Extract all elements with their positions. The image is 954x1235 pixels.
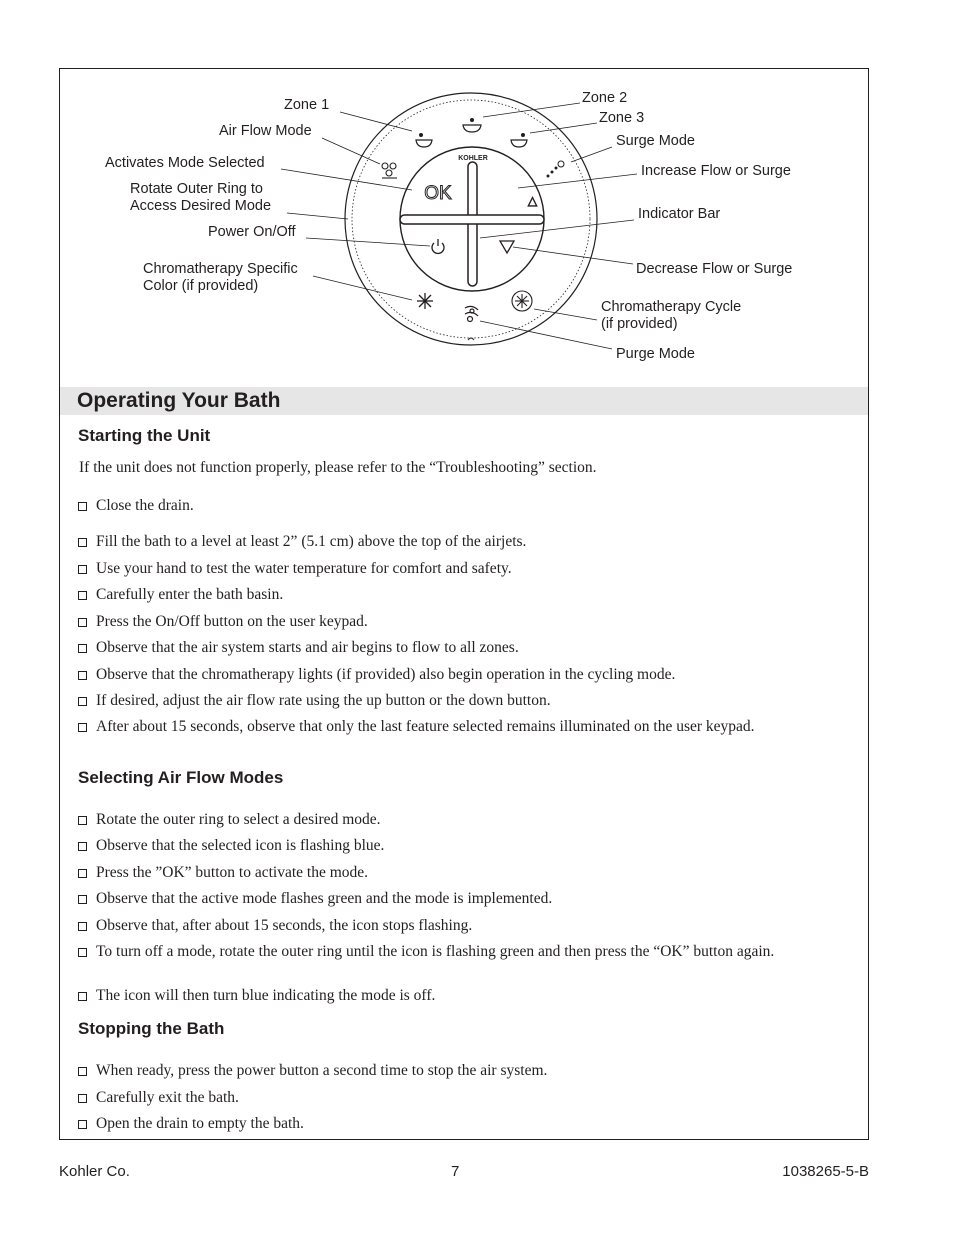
footer-page-number: 7 (451, 1163, 460, 1180)
zone1-icon[interactable] (416, 133, 432, 147)
checkbox-icon (78, 842, 87, 851)
checkbox-icon (78, 502, 87, 511)
zone3-icon[interactable] (511, 133, 527, 147)
checkbox-icon (78, 644, 87, 653)
checkbox-icon (78, 723, 87, 732)
label-surge-mode: Surge Mode (616, 133, 695, 149)
checkbox-icon (78, 1120, 87, 1129)
section-title: Operating Your Bath (77, 389, 281, 412)
label-activates-mode: Activates Mode Selected (105, 155, 265, 171)
air-flow-mode-icon[interactable] (382, 163, 397, 178)
label-zone-1: Zone 1 (284, 97, 330, 113)
ok-button[interactable]: OK (424, 183, 452, 204)
label-rotate-ring-line1: Rotate Outer Ring to (130, 181, 263, 197)
label-increase-flow: Increase Flow or Surge (641, 163, 791, 179)
checkbox-icon (78, 1067, 87, 1076)
increase-flow-button[interactable] (528, 197, 536, 205)
stopping-heading: Stopping the Bath (78, 1019, 225, 1038)
footer-doc-number: 1038265-5-B (782, 1163, 869, 1180)
ring-notch (468, 338, 474, 340)
starting-intro: If the unit does not function properly, please refer to the “Troubleshooting” section. (79, 459, 597, 476)
checkbox-icon (78, 697, 87, 706)
checkbox-icon (78, 948, 87, 957)
chromatherapy-specific-icon[interactable] (417, 293, 433, 309)
power-icon[interactable] (432, 239, 444, 253)
zone2-icon[interactable] (463, 118, 481, 132)
label-chroma-specific-line2: Color (if provided) (143, 278, 259, 294)
checkbox-icon (78, 869, 87, 878)
label-chroma-specific-line1: Chromatherapy Specific (143, 261, 298, 277)
checkbox-icon (78, 895, 87, 904)
label-purge-mode: Purge Mode (616, 346, 695, 362)
checkbox-icon (78, 816, 87, 825)
checkbox-icon (78, 922, 87, 931)
purge-mode-icon[interactable] (465, 306, 478, 321)
label-zone-2: Zone 2 (582, 90, 628, 106)
indicator-bar-horizontal (400, 215, 544, 224)
starting-heading: Starting the Unit (78, 426, 211, 445)
label-indicator-bar: Indicator Bar (638, 206, 721, 222)
leader-lines (281, 103, 637, 349)
label-decrease-flow: Decrease Flow or Surge (636, 261, 793, 277)
checkbox-icon (78, 618, 87, 627)
label-chroma-cycle-line2: (if provided) (601, 316, 678, 332)
selecting-heading: Selecting Air Flow Modes (78, 768, 284, 787)
label-chroma-cycle-line1: Chromatherapy Cycle (601, 299, 742, 315)
checkbox-icon (78, 565, 87, 574)
label-power: Power On/Off (208, 224, 296, 240)
chromatherapy-cycle-icon[interactable] (512, 291, 532, 311)
decrease-flow-button[interactable] (500, 241, 514, 253)
label-air-flow-mode: Air Flow Mode (219, 123, 312, 139)
checkbox-icon (78, 992, 87, 1001)
surge-mode-icon[interactable] (547, 161, 565, 178)
checkbox-icon (78, 671, 87, 680)
footer-company: Kohler Co. (59, 1163, 130, 1180)
label-zone-3: Zone 3 (599, 110, 645, 126)
checkbox-icon (78, 591, 87, 600)
brand-logo: KOHLER (458, 155, 488, 162)
checkbox-icon (78, 538, 87, 547)
checkbox-icon (78, 1094, 87, 1103)
label-rotate-ring-line2: Access Desired Mode (130, 198, 272, 214)
